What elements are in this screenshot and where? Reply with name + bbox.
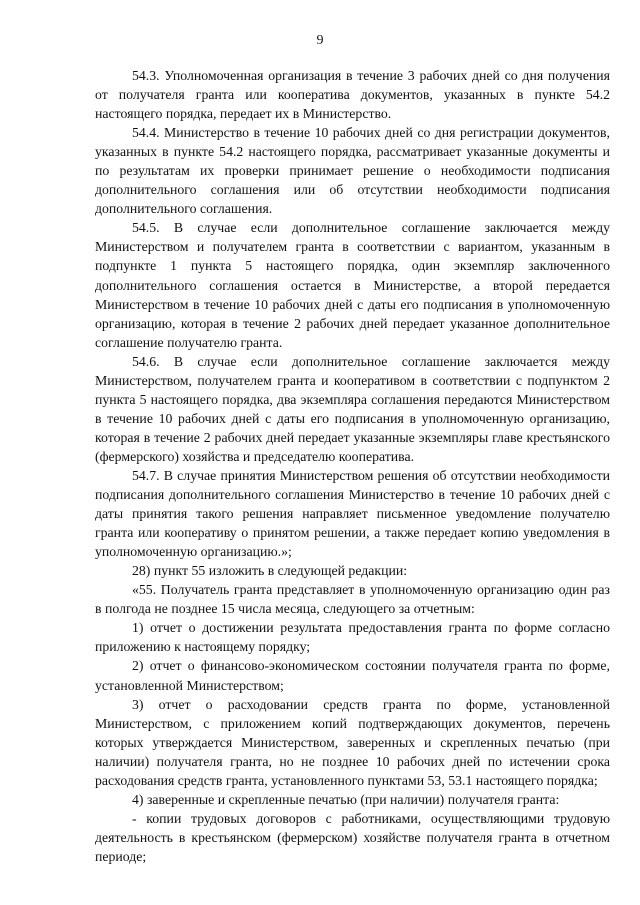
paragraph-54-6: 54.6. В случае если дополнительное соглашение заключается между Министерством, получателем гранта и кооперативом в соответствии с подпунктом 2 пункта 5 настоящего порядка, два экземпляра соглашения передаются Министерством в течение 10 рабочих дней с даты его подписания в уполномоченную организацию, которая в течение 2 рабочих дней передает указанные экземпляры главе крестьянского (фермерского) хозяйства и председателю кооператива. [95,353,610,464]
paragraph-55-item-4-dash-1: - копии трудовых договоров с работниками, осуществляющими трудовую деятельность в крестьянском (фермерском) хозяйстве получателя гранта в отчетном периоде; [95,810,610,864]
paragraph-54-7: 54.7. В случае принятия Министерством решения об отсутствии необходимости подписания дополнительного соглашения Министерство в течение 10 рабочих дней с даты принятия такого решения направляет письменное уведомление получателю гранта или кооперативу о принятом решении, а также передает копию уведомления в уполномоченную организацию.»; [95,467,610,560]
paragraph-55-item-4: 4) заверенные и скрепленные печатью (при наличии) получателя гранта: [132,791,560,807]
paragraph-55-item-3: 3) отчет о расходовании средств гранта по форме, установленной Министерством, с приложением копий подтверждающих документов, перечень которых утверждается Министерством, заверенных и скрепленных печатью (при наличии) получателя гранта, но не позднее 10 рабочих дней по истечении срока расходования средств гранта, установленного пунктами 53, 53.1 настоящего порядка; [95,696,610,788]
paragraph-55: «55. Получатель гранта представляет в уполномоченную организацию один раз в полгода не позднее 15 числа месяца, следующего за отчетным: [95,582,610,617]
paragraph-amendment-28: 28) пункт 55 изложить в следующей редакции: [132,563,408,579]
page-number: 9 [316,33,324,48]
paragraph-54-3: 54.3. Уполномоченная организация в течение 3 рабочих дней со дня получения от получателя гранта или кооператива документов, указанных в пункте 54.2 настоящего порядка, передает их в Министерство. [95,68,610,122]
paragraph-55-item-1: 1) отчет о достижении результата предоставления гранта по форме согласно приложению к настоящему порядку; [95,620,610,655]
paragraph-54-5: 54.5. В случае если дополнительное соглашение заключается между Министерством и получателем гранта в соответствии с вариантом, указанным в подпункте 1 пункта 5 настоящего порядка, один экземпляр заключенного дополнительного соглашения остается в Министерстве, а второй передается Министерством в течение 10 рабочих дней с даты его подписания в уполномоченную организацию, которая в течение 2 рабочих дней передает указанное дополнительное соглашение получателю гранта. [95,220,610,350]
document-body [95,66,610,866]
paragraph-54-4: 54.4. Министерство в течение 10 рабочих дней со дня регистрации документов, указанных в пункте 54.2 настоящего порядка, рассматривает указанные документы и по результатам их проверки принимает решение о необходимости подписания дополнительного соглашения или об отсутствии необходимости подписания дополнительного соглашения. [95,125,610,217]
paragraph-55-item-2: 2) отчет о финансово-экономическом состоянии получателя гранта по форме, установленной Министерством; [95,658,610,693]
